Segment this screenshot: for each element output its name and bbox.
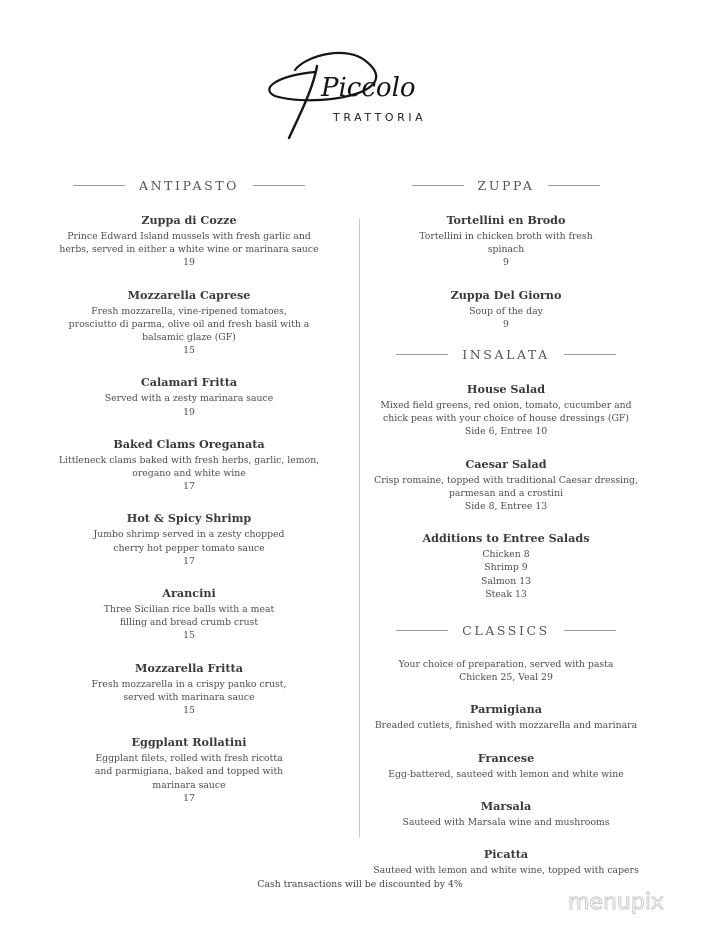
menu-item-additions-to-entree-salads xyxy=(372,531,640,601)
item-description-line: Steak 13 xyxy=(485,588,527,600)
item-description-line: Jumbo shrimp served in a zesty chopped xyxy=(93,529,285,541)
menu-item-baked-clams-oreganata xyxy=(55,437,323,494)
menu-item-parmigiana xyxy=(372,702,640,732)
item-description-line: Shrimp 9 xyxy=(484,562,528,574)
item-name: Picatta xyxy=(483,847,529,862)
section-title: CLASSICS xyxy=(462,622,550,638)
item-description-line: Chicken 8 xyxy=(482,549,530,561)
item-description-line: Fresh mozzarella, vine-ripened tomatoes, xyxy=(91,305,287,317)
menu-item-tortellini-en-brodo xyxy=(372,213,640,270)
item-description-line: Served with a zesty marinara sauce xyxy=(104,393,274,405)
item-name: Mozzarella Caprese xyxy=(127,287,251,302)
section-rule-right xyxy=(564,354,616,355)
menu-item-eggplant-rollatini xyxy=(55,735,323,805)
section-rule-right xyxy=(564,630,616,631)
item-description-line: served with marinara sauce xyxy=(123,691,255,703)
menupix-watermark xyxy=(566,883,686,919)
section-intro-line: Your choice of preparation, served with pasta xyxy=(398,659,614,671)
item-description-line: parmesan and a crostini xyxy=(448,487,564,499)
item-description-line: Sauteed with Marsala wine and mushrooms xyxy=(402,816,610,828)
item-description-line: marinara sauce xyxy=(152,779,226,791)
item-price: 17 xyxy=(183,481,195,493)
section-header-insalata xyxy=(372,339,640,369)
item-name: Eggplant Rollatini xyxy=(131,735,247,750)
item-description-line: Soup of the day xyxy=(469,305,543,317)
item-price: 15 xyxy=(183,630,195,642)
section-header-classics xyxy=(372,615,640,645)
section-intro xyxy=(372,658,640,684)
item-description-line: Fresh mozzarella in a crispy panko crust, xyxy=(91,678,287,690)
section-title: ZUPPA xyxy=(477,177,535,193)
item-description-line: Littleneck clams baked with fresh herbs, garlic, lemon, xyxy=(58,454,320,466)
item-description-line: Breaded cutlets, finished with mozzarella and marinara xyxy=(374,720,638,732)
menu-item-picatta xyxy=(372,847,640,877)
item-name: Arancini xyxy=(162,586,216,601)
item-description-line: Tortellini in chicken broth with fresh xyxy=(419,231,593,242)
item-price: 19 xyxy=(183,257,195,269)
item-price: 17 xyxy=(183,555,195,567)
column-divider xyxy=(359,218,360,838)
item-price: 9 xyxy=(503,318,509,330)
left-column xyxy=(55,170,323,805)
section-rule-left xyxy=(412,185,464,186)
item-description-line: Egg-battered, sauteed with lemon and white wine xyxy=(388,768,624,780)
item-description-line: herbs, served in either a white wine or marinara sauce xyxy=(59,244,319,256)
section-header-zuppa xyxy=(372,170,640,200)
item-price: 19 xyxy=(183,406,195,418)
item-description-line: Crisp romaine, topped with traditional Caesar dressing, xyxy=(374,474,638,486)
item-description-line: prosciutto di parma, olive oil and fresh basil with a xyxy=(68,318,310,330)
item-name: Zuppa di Cozze xyxy=(141,213,237,227)
item-description-line: Eggplant filets, rolled with fresh ricotta xyxy=(95,753,283,765)
item-name: Hot & Spicy Shrimp xyxy=(126,511,252,526)
item-name: House Salad xyxy=(466,382,546,397)
section-intro-line: Chicken 25, Veal 29 xyxy=(459,672,553,684)
item-name: Parmigiana xyxy=(469,702,543,717)
menu-item-caesar-salad xyxy=(372,457,640,514)
menu-item-francese xyxy=(372,751,640,781)
item-description-line: Prince Edward Island mussels with fresh garlic and xyxy=(67,231,311,242)
section-rule-left xyxy=(396,354,448,355)
item-description-line: and parmigiana, baked and topped with xyxy=(94,766,284,778)
item-price: Side 6, Entree 10 xyxy=(464,426,548,438)
section-rule-left xyxy=(396,630,448,631)
restaurant-logo xyxy=(255,34,465,144)
item-name: Mozzarella Fritta xyxy=(135,660,243,675)
menu-item-mozzarella-caprese xyxy=(55,288,323,358)
section-title: INSALATA xyxy=(462,346,550,362)
menu-item-zuppa-del-giorno xyxy=(372,288,640,331)
item-price: 9 xyxy=(503,257,509,269)
footer-note: Cash transactions will be discounted by 4% xyxy=(257,879,463,890)
right-column xyxy=(372,170,640,877)
item-description-line: Mixed field greens, red onion, tomato, cucumber and xyxy=(380,400,632,412)
item-name: Marsala xyxy=(480,798,532,813)
piccolo-logo-graphic xyxy=(255,34,465,144)
item-name: Baked Clams Oreganata xyxy=(113,436,265,451)
section-rule-left xyxy=(73,185,125,186)
watermark-text: menupix xyxy=(568,890,664,915)
item-description-line: Three Sicilian rice balls with a meat xyxy=(103,604,275,616)
section-header-antipasto xyxy=(55,170,323,200)
item-price: 17 xyxy=(183,792,195,804)
item-name: Additions to Entree Salads xyxy=(422,531,590,546)
item-description-line: cherry hot pepper tomato sauce xyxy=(113,542,265,554)
item-description-line: oregano and white wine xyxy=(132,468,246,480)
menu-item-zuppa-di-cozze xyxy=(55,213,323,270)
item-name: Francese xyxy=(477,750,535,765)
menu-item-hot-spicy-shrimp xyxy=(55,511,323,568)
item-price: Side 8, Entree 13 xyxy=(464,501,548,513)
logo-script-text: Piccolo xyxy=(321,73,416,103)
item-description-line: balsamic glaze (GF) xyxy=(142,332,236,344)
item-description-line: Sauteed with lemon and white wine, topped with capers xyxy=(373,865,639,877)
menu-item-arancini xyxy=(55,586,323,643)
logo-subtitle: TRATTORIA xyxy=(333,111,427,124)
item-price: 15 xyxy=(183,345,195,357)
menu-item-calamari-fritta xyxy=(55,375,323,418)
item-description-line: spinach xyxy=(487,244,525,256)
item-name: Calamari Fritta xyxy=(140,375,238,390)
item-description-line: filling and bread crumb crust xyxy=(119,617,259,629)
item-name: Zuppa Del Giorno xyxy=(450,287,562,302)
item-description-line: chick peas with your choice of house dressings (GF) xyxy=(383,413,629,425)
item-description-line: Salmon 13 xyxy=(480,575,532,587)
item-name: Tortellini en Brodo xyxy=(446,213,566,227)
item-name: Caesar Salad xyxy=(465,456,547,471)
menu-item-marsala xyxy=(372,799,640,829)
menu-item-house-salad xyxy=(372,382,640,439)
item-price: 15 xyxy=(183,705,195,717)
section-rule-right xyxy=(548,185,600,186)
menu-item-mozzarella-fritta xyxy=(55,661,323,718)
section-rule-right xyxy=(253,185,305,186)
section-title: ANTIPASTO xyxy=(138,177,240,193)
